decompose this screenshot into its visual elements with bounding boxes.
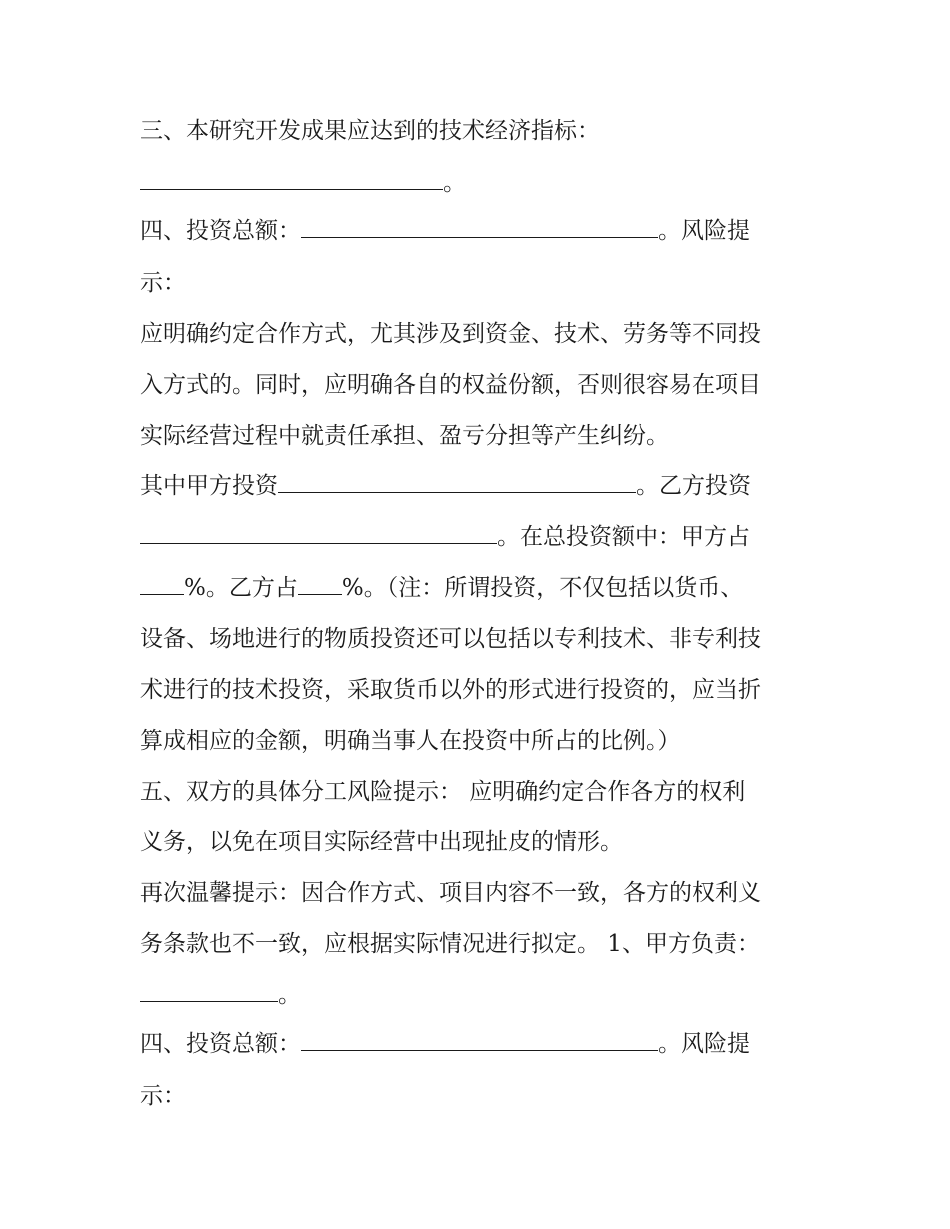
party-a-investment-line — [140, 471, 751, 501]
line-text: 入方式的。同时，应明确各自的权益份额，否则很容易在项目 — [140, 372, 761, 398]
paragraph-line — [140, 421, 669, 451]
line-text: 实际经营过程中就责任承担、盈亏分担等产生纠纷。 — [140, 423, 669, 449]
line-text: 算成相应的金额，明确当事人在投资中所占的比例。） — [140, 728, 681, 754]
line-text: 。 — [443, 170, 466, 196]
line-text: 。 — [278, 982, 301, 1008]
party-b-percent-blank[interactable] — [298, 574, 342, 595]
paragraph-line — [140, 929, 760, 959]
line-text: 三、本研究开发成果应达到的技术经济指标： — [140, 118, 600, 144]
paragraph-line — [140, 624, 761, 654]
fill-in-blank[interactable] — [140, 169, 443, 190]
party-b-investment-blank[interactable] — [140, 523, 497, 544]
investment-total-blank[interactable] — [301, 217, 658, 238]
line-text: 示： — [140, 1083, 186, 1109]
paragraph-line — [140, 370, 761, 400]
percentage-line — [140, 573, 743, 603]
party-a-investment-blank[interactable] — [278, 472, 636, 493]
line-text: 示： — [140, 270, 186, 296]
section-4-heading — [140, 216, 750, 246]
line-text: 。风险提 — [658, 218, 750, 244]
paragraph-line — [140, 319, 761, 349]
party-a-percent-blank[interactable] — [140, 574, 184, 595]
section-3-heading — [140, 116, 600, 146]
line-text: 术进行的技术投资，采取货币以外的形式进行投资的，应当折 — [140, 677, 761, 703]
line-text: 其中甲方投资 — [140, 473, 278, 499]
line-text: 四、投资总额： — [140, 1031, 301, 1057]
line-text: 五、双方的具体分工风险提示： 应明确约定合作各方的权利 — [140, 779, 746, 805]
line-text: 务条款也不一致，应根据实际情况进行拟定。 1、甲方负责： — [140, 931, 760, 957]
paragraph-line — [140, 675, 761, 705]
paragraph-line — [140, 827, 623, 857]
line-text: 。在总投资额中：甲方占 — [497, 524, 750, 550]
line-text: 义务，以免在项目实际经营中出现扯皮的情形。 — [140, 829, 623, 855]
section-3-blank-line — [140, 168, 466, 198]
party-b-investment-line — [140, 522, 750, 552]
line-text: %。乙方占 — [184, 575, 298, 601]
line-text: 四、投资总额： — [140, 218, 301, 244]
investment-total-blank[interactable] — [301, 1030, 658, 1051]
line-text: 设备、场地进行的物质投资还可以包括以专利技术、非专利技 — [140, 626, 761, 652]
section-4-heading-repeat — [140, 1029, 750, 1059]
paragraph-line — [140, 1081, 186, 1111]
party-a-duty-blank-line — [140, 980, 301, 1010]
paragraph-line — [140, 268, 186, 298]
line-text: 。乙方投资 — [636, 473, 751, 499]
line-text: %。（注：所谓投资，不仅包括以货币、 — [341, 575, 744, 601]
line-text: 应明确约定合作方式，尤其涉及到资金、技术、劳务等不同投 — [140, 321, 761, 347]
party-a-duty-blank[interactable] — [140, 981, 278, 1002]
line-text: 。风险提 — [658, 1031, 750, 1057]
line-text: 再次温馨提示：因合作方式、项目内容不一致，各方的权利义 — [140, 880, 761, 906]
section-5-heading — [140, 777, 745, 807]
paragraph-line — [140, 726, 681, 756]
paragraph-line — [140, 878, 761, 908]
